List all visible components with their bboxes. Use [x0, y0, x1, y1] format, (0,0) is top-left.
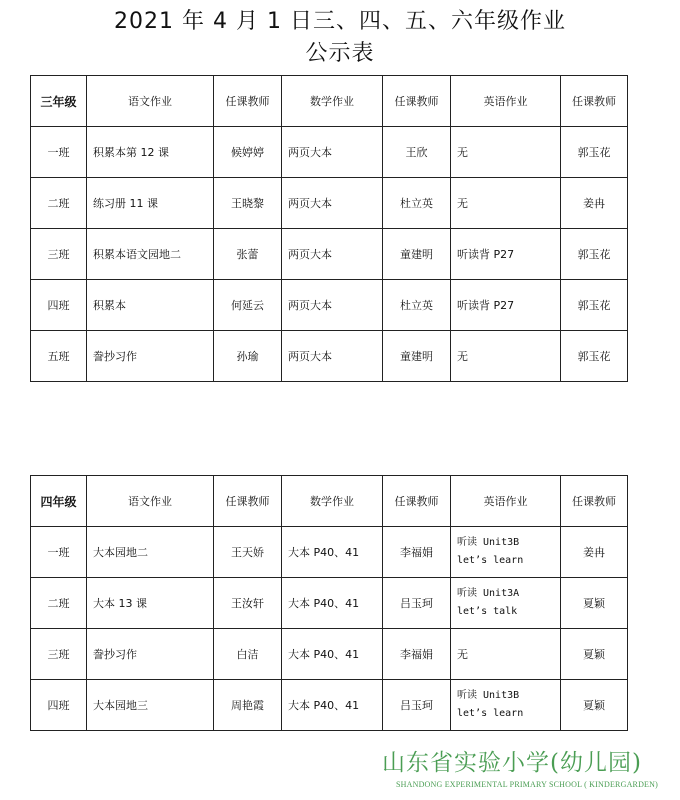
table-row [31, 280, 628, 331]
teacher-cell: 夏颖 [561, 680, 628, 731]
table-row [31, 229, 628, 280]
column-header-math: 数学作业 [282, 476, 383, 527]
english-homework-cell [451, 527, 561, 578]
grade4-homework-table [30, 475, 628, 731]
teacher-cell: 郭玉花 [561, 127, 628, 178]
math-homework-cell: 大本 P40、41 [282, 527, 383, 578]
teacher-cell: 候婷婷 [214, 127, 282, 178]
teacher-cell: 王晓黎 [214, 178, 282, 229]
grade3-homework-table [30, 75, 628, 382]
math-homework-cell: 两页大本 [282, 178, 383, 229]
column-header-teacher: 任课教师 [214, 76, 282, 127]
english-homework-line: 听读 Unit3B [457, 537, 520, 548]
class-cell: 四班 [31, 680, 87, 731]
math-homework-cell: 两页大本 [282, 127, 383, 178]
page-subtitle: 公示表 [305, 41, 375, 66]
class-cell: 三班 [31, 629, 87, 680]
teacher-cell: 姜冉 [561, 178, 628, 229]
table-header-row [31, 76, 628, 127]
chinese-homework-cell: 大本园地二 [87, 527, 214, 578]
teacher-cell: 童建明 [383, 229, 451, 280]
teacher-cell: 吕玉珂 [383, 578, 451, 629]
teacher-cell: 郭玉花 [561, 229, 628, 280]
teacher-cell: 杜立英 [383, 280, 451, 331]
teacher-cell: 郭玉花 [561, 280, 628, 331]
math-homework-cell: 大本 P40、41 [282, 629, 383, 680]
chinese-homework-cell: 积累本 [87, 280, 214, 331]
english-homework-cell: 听读背 P27 [451, 229, 561, 280]
class-cell: 五班 [31, 331, 87, 382]
column-header-teacher: 任课教师 [214, 476, 282, 527]
teacher-cell: 李福娟 [383, 527, 451, 578]
teacher-cell: 王天娇 [214, 527, 282, 578]
school-logo-english-name: SHANDONG EXPERIMENTAL PRIMARY SCHOOL ( KINDERGARDEN) [396, 780, 658, 789]
class-cell: 四班 [31, 280, 87, 331]
teacher-cell: 杜立英 [383, 178, 451, 229]
math-homework-cell: 大本 P40、41 [282, 578, 383, 629]
column-header-teacher: 任课教师 [383, 476, 451, 527]
teacher-cell: 吕玉珂 [383, 680, 451, 731]
grade-label: 四年级 [31, 476, 87, 527]
column-header-english: 英语作业 [451, 76, 561, 127]
class-cell: 一班 [31, 527, 87, 578]
teacher-cell: 郭玉花 [561, 331, 628, 382]
chinese-homework-cell: 大本 13 课 [87, 578, 214, 629]
chinese-homework-cell: 誊抄习作 [87, 629, 214, 680]
class-cell: 二班 [31, 578, 87, 629]
english-homework-cell: 无 [451, 178, 561, 229]
math-homework-cell: 两页大本 [282, 280, 383, 331]
teacher-cell: 张蕾 [214, 229, 282, 280]
english-homework-line: let’s learn [457, 555, 524, 566]
grade-label: 三年级 [31, 76, 87, 127]
table-row [31, 178, 628, 229]
column-header-chinese: 语文作业 [87, 476, 214, 527]
english-homework-cell [451, 680, 561, 731]
table-row [31, 331, 628, 382]
table-row [31, 127, 628, 178]
class-cell: 一班 [31, 127, 87, 178]
table-header-row [31, 476, 628, 527]
teacher-cell: 王汝轩 [214, 578, 282, 629]
class-cell: 二班 [31, 178, 87, 229]
english-homework-line: 听读 Unit3A [457, 588, 520, 599]
chinese-homework-cell: 誊抄习作 [87, 331, 214, 382]
chinese-homework-cell: 练习册 11 课 [87, 178, 214, 229]
english-homework-cell: 无 [451, 629, 561, 680]
chinese-homework-cell: 积累本语文园地二 [87, 229, 214, 280]
english-homework-cell: 无 [451, 331, 561, 382]
math-homework-cell: 两页大本 [282, 229, 383, 280]
column-header-english: 英语作业 [451, 476, 561, 527]
teacher-cell: 夏颖 [561, 629, 628, 680]
english-homework-cell: 听读背 P27 [451, 280, 561, 331]
english-homework-line: 听读 Unit3B [457, 690, 520, 701]
math-homework-cell: 大本 P40、41 [282, 680, 383, 731]
chinese-homework-cell: 积累本第 12 课 [87, 127, 214, 178]
table-row [31, 578, 628, 629]
english-homework-line: let’s talk [457, 606, 518, 617]
column-header-teacher: 任课教师 [561, 476, 628, 527]
table-row [31, 629, 628, 680]
teacher-cell: 王欣 [383, 127, 451, 178]
teacher-cell: 周艳霞 [214, 680, 282, 731]
teacher-cell: 孙瑜 [214, 331, 282, 382]
teacher-cell: 童建明 [383, 331, 451, 382]
teacher-cell: 姜冉 [561, 527, 628, 578]
page-title: 2021 年 4 月 1 日三、四、五、六年级作业 [114, 9, 566, 34]
english-homework-line: let’s learn [457, 708, 524, 719]
column-header-teacher: 任课教师 [383, 76, 451, 127]
teacher-cell: 白洁 [214, 629, 282, 680]
class-cell: 三班 [31, 229, 87, 280]
english-homework-cell: 无 [451, 127, 561, 178]
chinese-homework-cell: 大本园地三 [87, 680, 214, 731]
column-header-teacher: 任课教师 [561, 76, 628, 127]
teacher-cell: 何延云 [214, 280, 282, 331]
school-logo-chinese-name: 山东省实验小学(幼儿园) [382, 750, 642, 776]
school-logo [382, 748, 672, 789]
teacher-cell: 夏颖 [561, 578, 628, 629]
column-header-chinese: 语文作业 [87, 76, 214, 127]
column-header-math: 数学作业 [282, 76, 383, 127]
table-row [31, 680, 628, 731]
english-homework-cell [451, 578, 561, 629]
table-row [31, 527, 628, 578]
teacher-cell: 李福娟 [383, 629, 451, 680]
math-homework-cell: 两页大本 [282, 331, 383, 382]
